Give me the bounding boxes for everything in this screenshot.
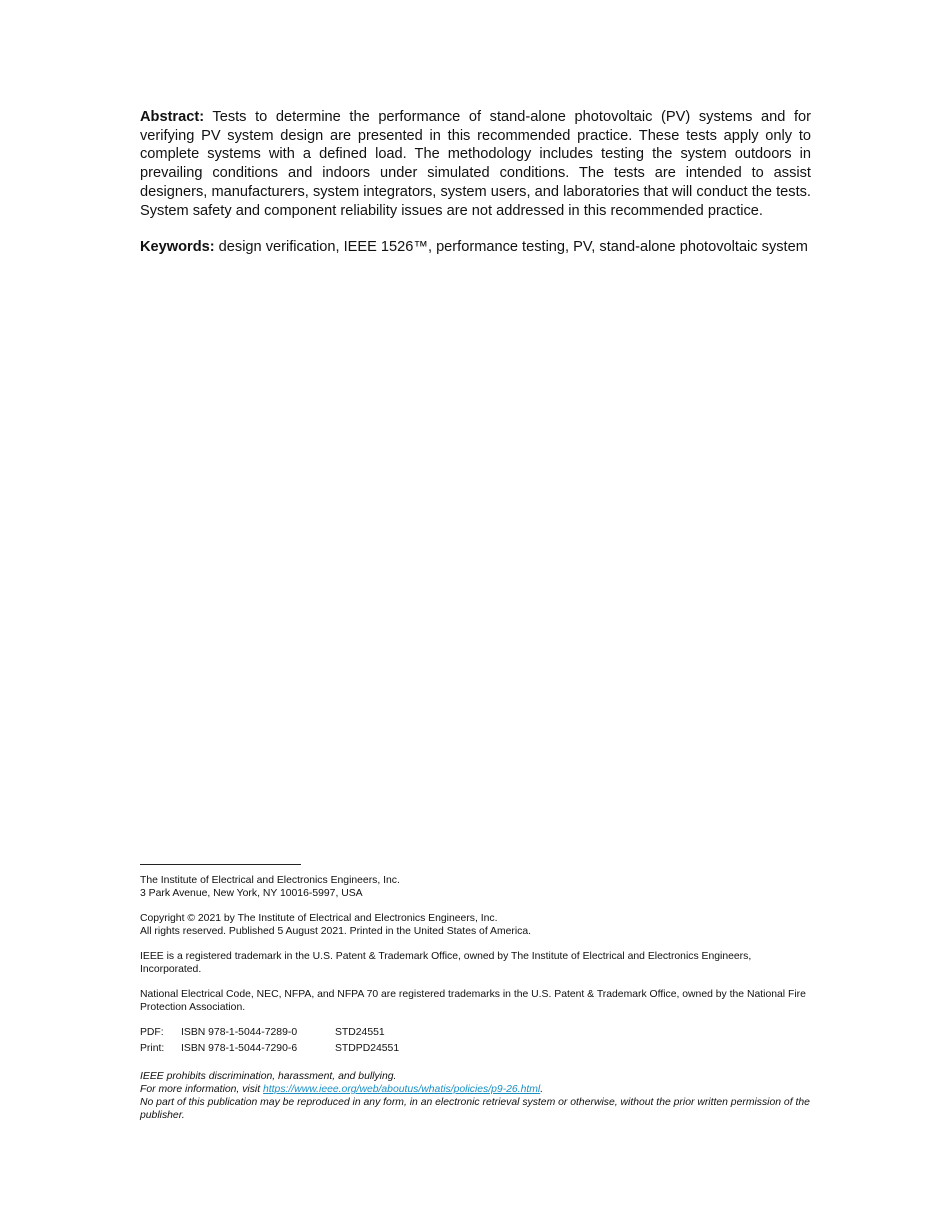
isbn-row-print xyxy=(140,1042,399,1058)
copyright-line-1: Copyright © 2021 by The Institute of Electrical and Electronics Engineers, Inc. xyxy=(140,913,498,924)
isbn-std-code: STD24551 xyxy=(335,1027,385,1038)
policy-line-2 xyxy=(140,1083,811,1096)
keywords-label: Keywords: xyxy=(140,239,215,256)
nfpa-trademark-notice xyxy=(140,988,811,1014)
policy-notice xyxy=(140,1070,811,1122)
nfpa-trademark-text: National Electrical Code, NEC, NFPA, and NFPA 70 are registered trademarks in the U.S. Patent & Trademark Office, owned by the National Fire Protection Association. xyxy=(140,989,806,1013)
policy-line-2-prefix: For more information, visit xyxy=(140,1084,263,1095)
policy-line-3: No part of this publication may be reproduced in any form, in an electronic retrieval system or otherwise, without the prior written permission of the publisher. xyxy=(140,1097,810,1121)
isbn-format: PDF: xyxy=(140,1027,164,1038)
isbn-table xyxy=(140,1026,399,1058)
abstract-paragraph xyxy=(140,108,811,220)
abstract-text: Tests to determine the performance of stand-alone photovoltaic (PV) systems and for verifying PV system design are presented in this recommended practice. These tests apply only to complete systems with a defined load. The methodology includes testing the system outdoors in prevailing conditions and indoors under simulated conditions. The tests are intended to assist designers, manufacturers, system integrators, system users, and laboratories that will conduct the tests. System safety and component reliability issues are not addressed in this recommended practice. xyxy=(140,109,811,219)
copyright-notice xyxy=(140,912,811,938)
policy-line-2-suffix: . xyxy=(540,1084,544,1095)
isbn-number: ISBN 978-1-5044-7289-0 xyxy=(181,1027,298,1038)
ieee-trademark-notice xyxy=(140,950,811,976)
address-line-2: 3 Park Avenue, New York, NY 10016-5997, USA xyxy=(140,888,363,899)
isbn-format: Print: xyxy=(140,1043,165,1054)
policy-line-1: IEEE prohibits discrimination, harassment, and bullying. xyxy=(140,1071,397,1082)
isbn-row-pdf xyxy=(140,1026,399,1042)
publication-footer xyxy=(140,864,811,1122)
policy-link[interactable]: https://www.ieee.org/web/aboutus/whatis/policies/p9-26.html xyxy=(263,1084,541,1095)
abstract-section xyxy=(140,108,811,257)
isbn-number: ISBN 978-1-5044-7290-6 xyxy=(181,1043,298,1054)
copyright-line-2: All rights reserved. Published 5 August 2021. Printed in the United States of America. xyxy=(140,926,532,937)
abstract-label: Abstract: xyxy=(140,109,205,125)
footer-divider xyxy=(140,864,301,865)
keywords-text: design verification, IEEE 1526™, performance testing, PV, stand-alone photovoltaic system xyxy=(214,239,808,256)
address-line-1: The Institute of Electrical and Electronics Engineers, Inc. xyxy=(140,875,400,886)
isbn-std-code: STDPD24551 xyxy=(335,1043,400,1054)
keywords-paragraph xyxy=(140,238,811,257)
publisher-address xyxy=(140,874,811,900)
ieee-trademark-text: IEEE is a registered trademark in the U.S. Patent & Trademark Office, owned by The Institute of Electrical and Electronics Engineers, Incorporated. xyxy=(140,951,752,975)
